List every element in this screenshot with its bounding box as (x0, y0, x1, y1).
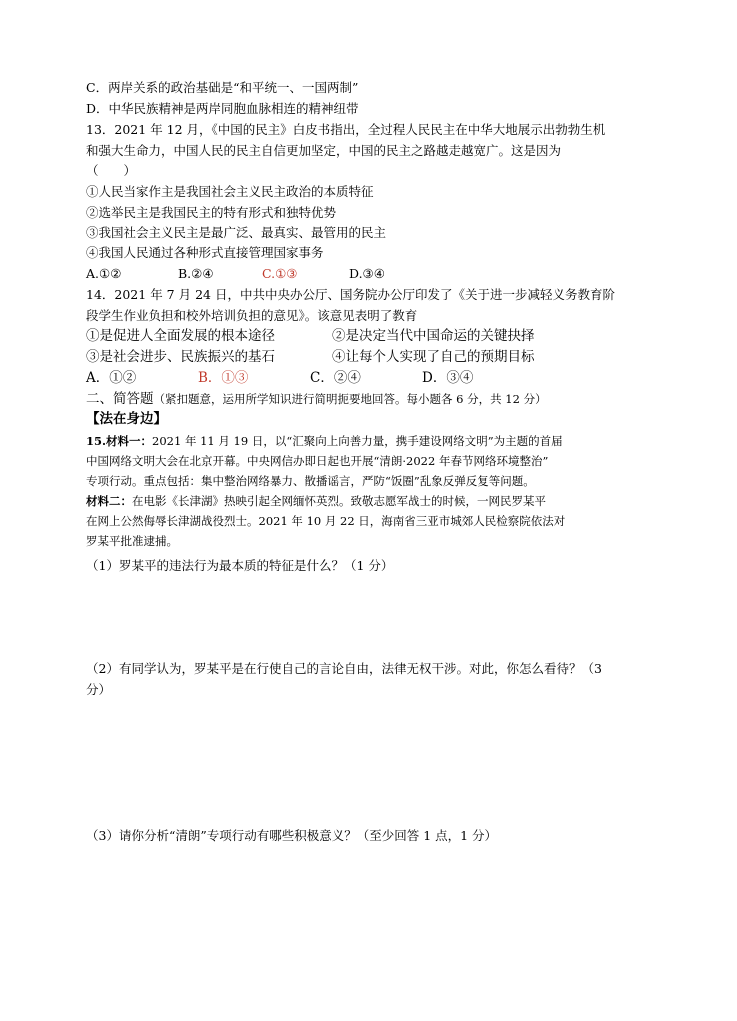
q15-material2-text: 在电影《长津湖》热映引起全网缅怀英烈。致敬志愿军战士的时候，一网民罗某平 (132, 494, 546, 508)
q13-item-3: ③我国社会主义民主是最广泛、最真实、最管用的民主 (86, 225, 387, 240)
q13-item-2: ②选举民主是我国民主的特有形式和独特优势 (86, 205, 337, 220)
q15-material2-line2: 在网上公然侮辱长津湖战役烈士。2021 年 10 月 22 日，海南省三亚市城郊人民检察院依法对 (86, 514, 566, 528)
q13-options (86, 266, 385, 282)
section2-heading: 二、简答题 (86, 391, 154, 407)
q12-option-d: D．中华民族精神是两岸同胞血脉相连的精神纽带 (86, 101, 359, 116)
q15-material1-text: 2021 年 11 月 19 日，以“汇聚向上向善力量，携手建设网络文明”为主题的首届 (152, 434, 563, 448)
q13-option-d: D.③④ (349, 266, 385, 281)
q15-material1-line2: 中国网络文明大会在北京开幕。中央网信办即日起也开展“清朗·2022 年春节网络环境整治” (86, 454, 549, 468)
q14-options (86, 370, 473, 386)
q13-answer-paren: （ ） (86, 163, 137, 178)
q14-items-row1 (86, 328, 535, 344)
q15-material2-label: 材料二： (86, 494, 132, 508)
q13-stem-line1: 13．2021 年 12 月，《中国的民主》白皮书指出，全过程人民民主在中华大地展示出勃勃生机 (86, 122, 606, 137)
q13-item-4: ④我国人民通过各种形式直接管理国家事务 (86, 245, 324, 260)
q14-stem-line1: 14．2021 年 7 月 24 日，中共中央办公厅、国务院办公厅印发了《关于进一步减轻义务教育阶 (86, 287, 615, 302)
q14-option-b: B．①③ (198, 370, 249, 386)
q14-option-c: C．②④ (310, 370, 361, 386)
q15-subquestion-1: （1）罗某平的违法行为最本质的特征是什么？（1 分） (86, 558, 394, 573)
q13-option-c: C.①③ (262, 266, 298, 281)
q14-option-d: D．③④ (422, 370, 474, 386)
q13-stem-line2: 和强大生命力，中国人民的民主自信更加坚定，中国的民主之路越走越宽广。这是因为 (86, 143, 562, 158)
q14-stem-line2: 段学生作业负担和校外培训负担的意见》。该意见表明了教育 (86, 308, 418, 323)
q14-item-4: ④让每个人实现了自己的预期目标 (332, 349, 535, 365)
section2-heading-row (86, 391, 547, 407)
q14-item-1: ①是促进人全面发展的根本途径 (86, 328, 275, 344)
section2-note: （紧扣题意，运用所学知识进行简明扼要地回答。每小题各 6 分，共 12 分） (153, 392, 547, 406)
q14-items-row2 (86, 349, 535, 365)
q14-item-3: ③是社会进步、民族振兴的基石 (86, 349, 275, 365)
q15-subquestion-2-line1: （2）有同学认为，罗某平是在行使自己的言论自由，法律无权干涉。对此，你怎么看待？（3 (86, 661, 602, 676)
q15-subquestion-2-line2: 分） (86, 682, 112, 697)
q13-item-1: ①人民当家作主是我国社会主义民主政治的本质特征 (86, 184, 374, 199)
q15-material1-line1 (86, 433, 563, 449)
q15-subquestion-3: （3）请你分析“清朗”专项行动有哪些积极意义？（至少回答 1 点，1 分） (86, 828, 498, 843)
q15-material2-line1 (86, 493, 546, 509)
q13-option-a: A.①② (86, 266, 122, 281)
q14-option-a: A．①② (86, 370, 137, 386)
q15-material2-line3: 罗某平批准逮捕。 (86, 534, 178, 548)
q13-option-b: B.②④ (178, 266, 214, 281)
section2-subheading: 【法在身边】 (86, 411, 167, 427)
q14-item-2: ②是决定当代中国命运的关键抉择 (332, 328, 535, 344)
q15-material1-line3: 专项行动。重点包括：集中整治网络暴力、散播谣言，严防“饭圈”乱象反弹反复等问题。 (86, 474, 535, 488)
q15-material1-label: 15.材料一： (86, 434, 153, 448)
q12-option-c: C．两岸关系的政治基础是“和平统一、一国两制” (86, 80, 359, 95)
